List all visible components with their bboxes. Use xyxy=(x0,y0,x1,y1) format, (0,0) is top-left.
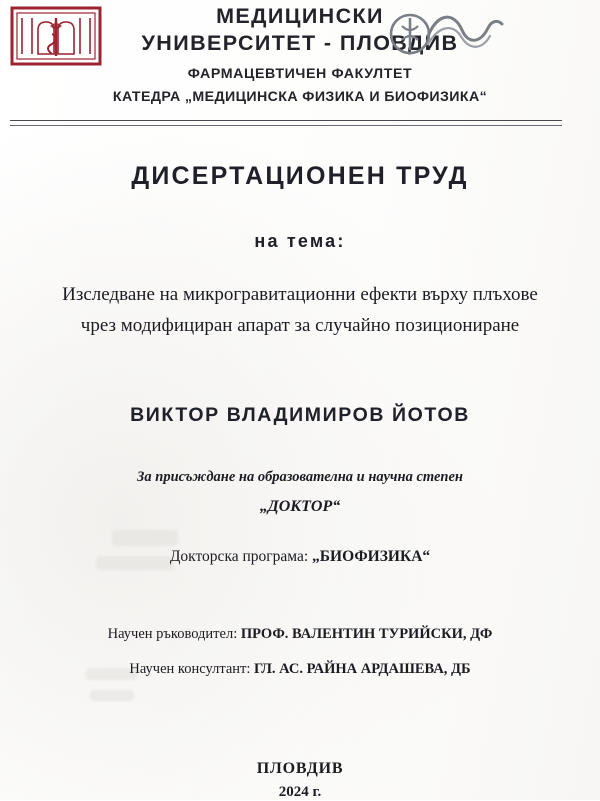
supervisor xyxy=(0,626,600,643)
degree-name: „ДОКТОР“ xyxy=(259,497,341,515)
doctoral-program-value: „БИОФИЗИКА“ xyxy=(312,547,431,565)
consultant xyxy=(0,661,600,678)
dissertation-title-line1: Изследване на микрогравитационни ефекти върху плъхове xyxy=(62,284,538,305)
page-body xyxy=(0,120,600,801)
doctoral-program-label: Докторска програма: xyxy=(169,547,313,565)
medical-university-wave-logo-icon xyxy=(384,6,504,62)
department-name: КАТЕДРА „МЕДИЦИНСКА ФИЗИКА И БИОФИЗИКА“ xyxy=(112,88,488,105)
faculty-name: ФАРМАЦЕВТИЧЕН ФАКУЛТЕТ xyxy=(187,65,413,82)
supervisor-label: Научен ръководител: xyxy=(107,625,241,642)
year: 2024 г. xyxy=(278,783,322,800)
dissertation-title-line2: чрез модифициран апарат за случайно позициониране xyxy=(80,314,520,336)
city: ПЛОВДИВ xyxy=(256,759,344,777)
university-name-line2: УНИВЕРСИТЕТ - ПЛОВДИВ xyxy=(141,31,459,56)
page-header xyxy=(0,0,600,120)
university-crest-icon xyxy=(8,4,104,68)
consultant-label: Научен консултант: xyxy=(129,660,255,677)
on-topic-label: на тема: xyxy=(254,231,346,251)
doctoral-program xyxy=(0,548,600,566)
degree-purpose: За присъждане на образователна и научна степен xyxy=(137,468,463,485)
university-name-line1: МЕДИЦИНСКИ xyxy=(216,4,384,28)
document-type: ДИСЕРТАЦИОНЕН ТРУД xyxy=(131,162,469,190)
consultant-value: ГЛ. АС. РАЙНА АРДАШЕВА, ДБ xyxy=(254,660,471,677)
supervisor-value: ПРОФ. ВАЛЕНТИН ТУРИЙСКИ, ДФ xyxy=(240,625,493,642)
author-name: ВИКТОР ВЛАДИМИРОВ ЙОТОВ xyxy=(130,403,470,426)
dissertation-title xyxy=(0,280,600,342)
